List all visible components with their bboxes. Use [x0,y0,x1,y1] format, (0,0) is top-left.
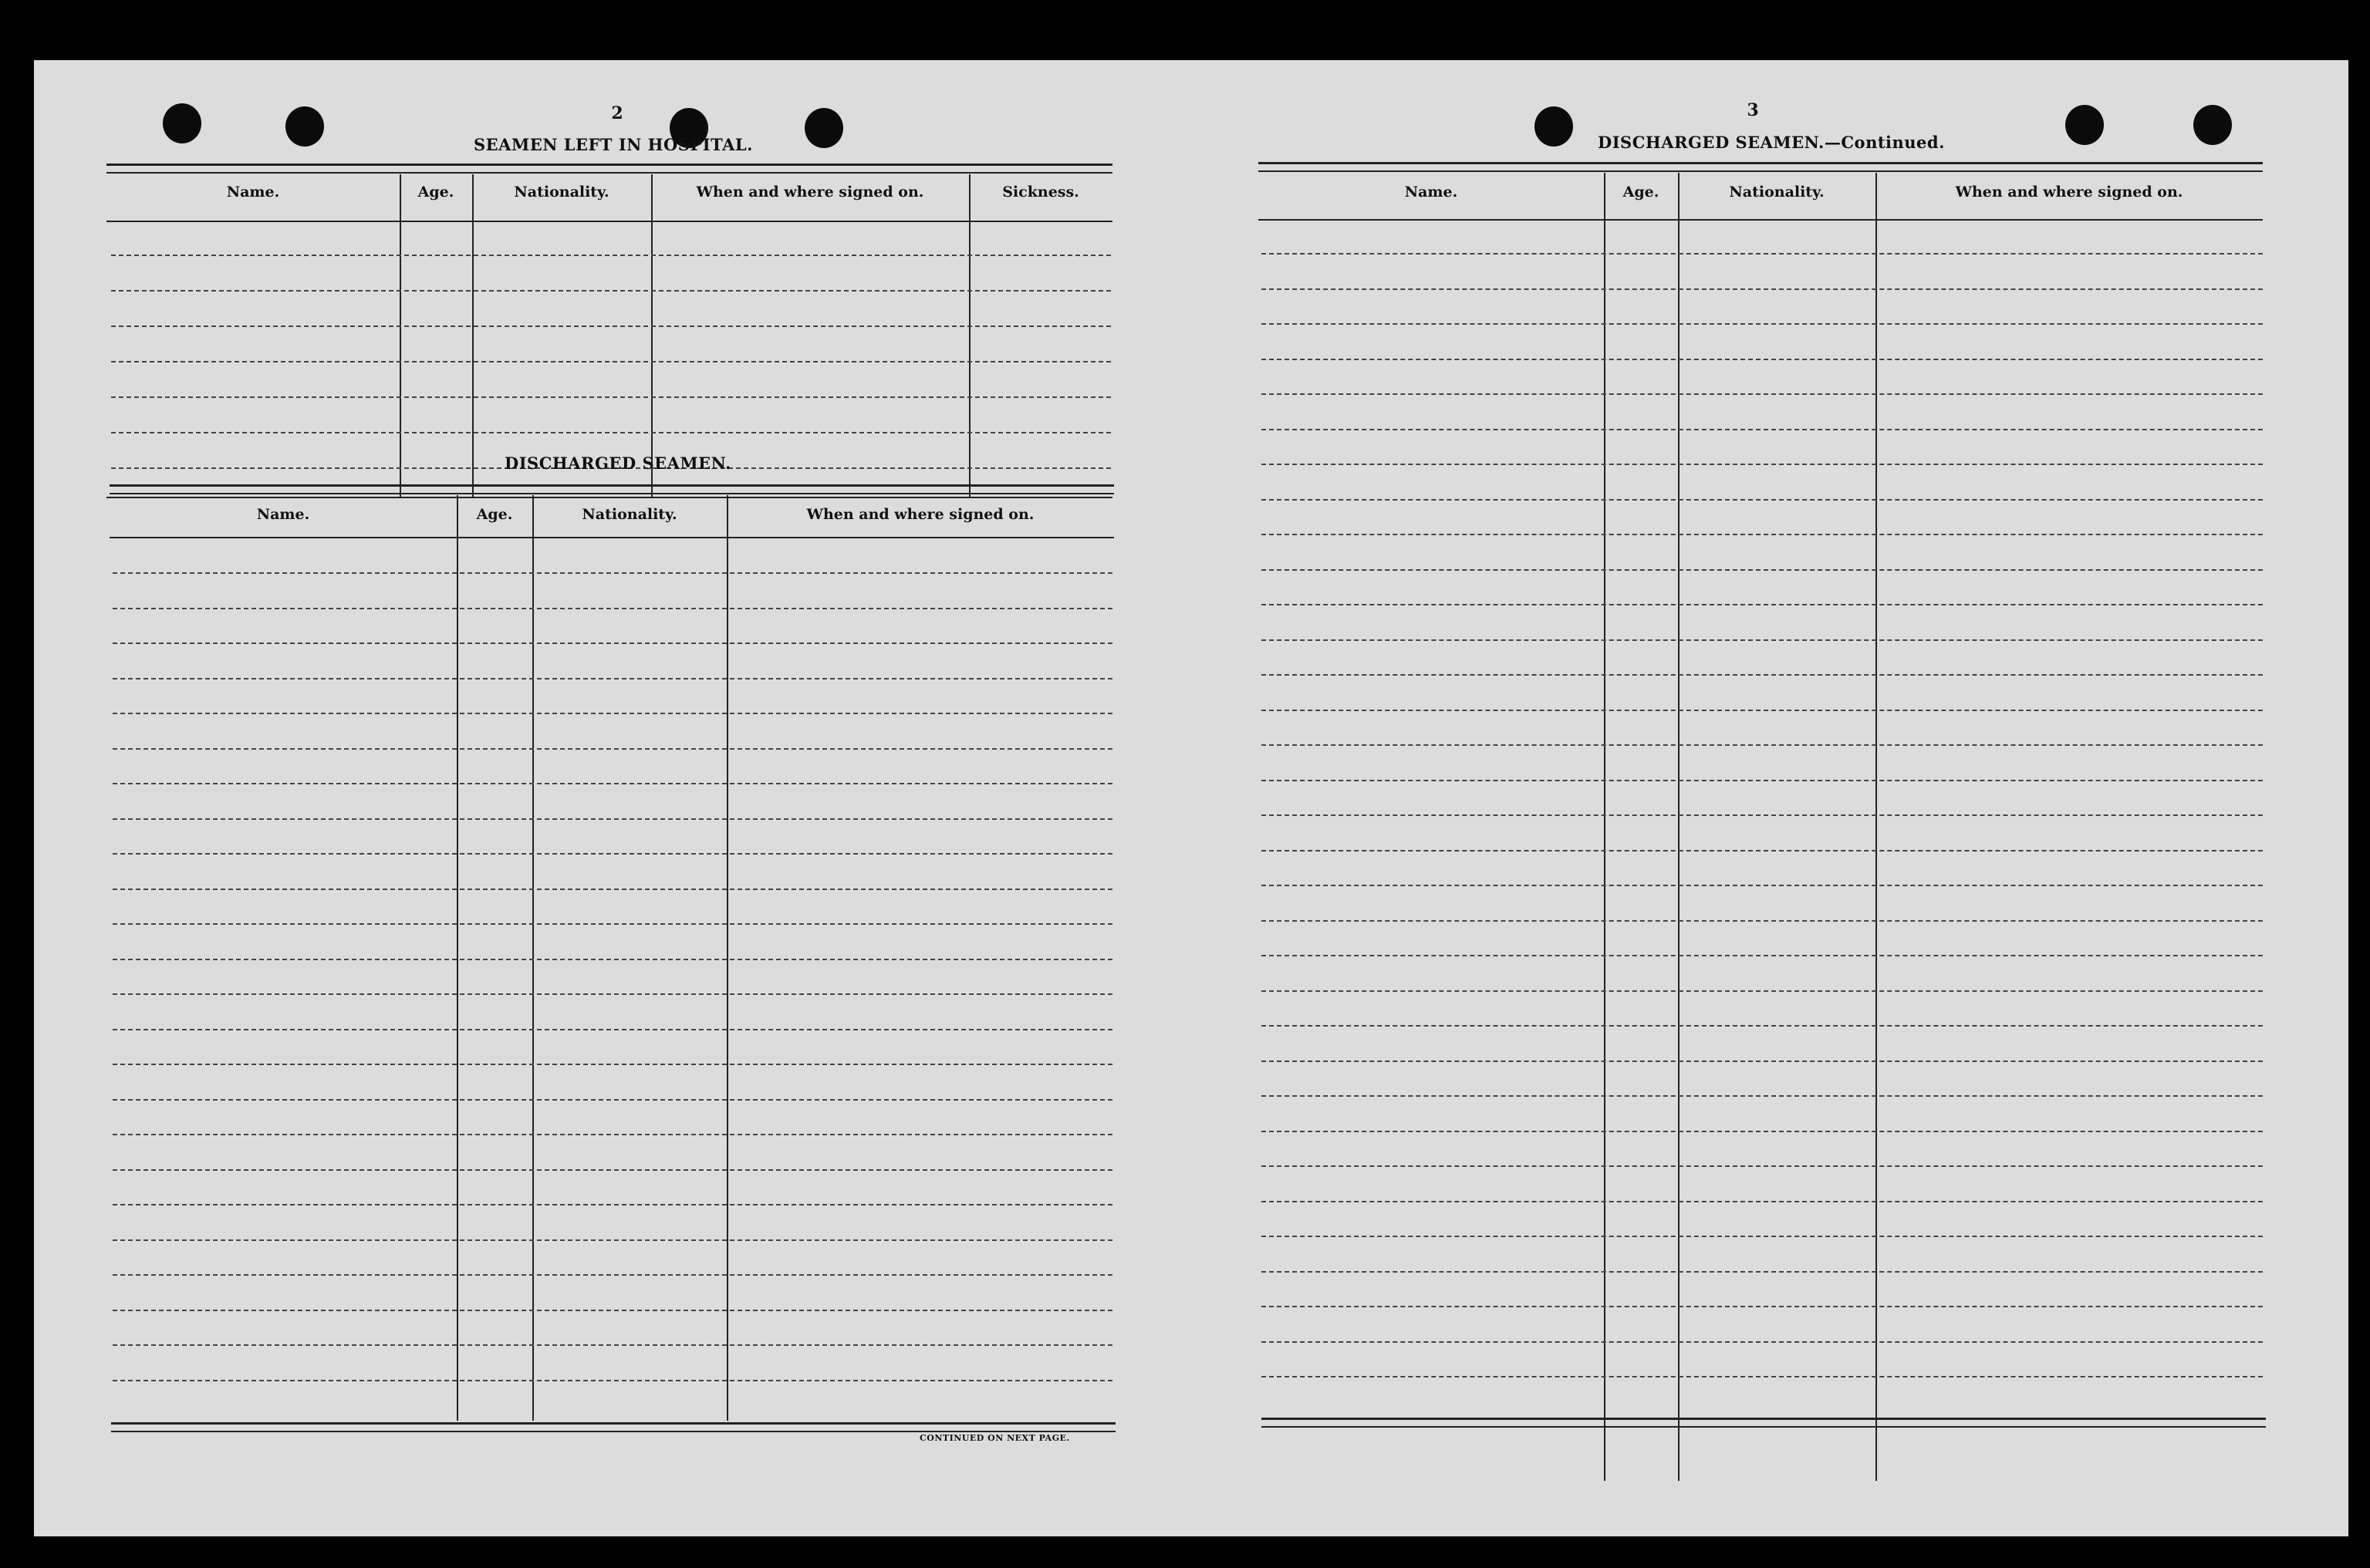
entry-line [113,1169,1112,1171]
entry-line [113,1134,1112,1135]
discharged-header-signed-on: When and where signed on. [806,506,1035,523]
entry-line [1261,1341,2263,1343]
hospital-entry-line [111,290,1111,292]
hospital-entry-line [111,396,1111,398]
entry-line [1261,780,2263,781]
discharged-header-age: Age. [476,506,513,523]
punch-hole [805,108,843,148]
entry-line [113,993,1112,995]
hospital-header-name: Name. [226,184,280,201]
page-number: 2 [611,103,623,123]
right-header-signed-on: When and where signed on. [1955,184,2183,201]
entry-line [1261,744,2263,746]
entry-line [1261,955,2263,956]
right-header-rule [1258,219,2263,221]
entry-line [1261,1025,2263,1027]
discharged-header-nationality: Nationality. [582,506,677,523]
entry-line [113,1029,1112,1030]
entry-line [113,1380,1112,1381]
hospital-header-sickness: Sickness. [1002,184,1079,201]
hospital-header-rule [106,221,1112,222]
entry-line [113,1239,1112,1241]
punch-hole [2065,105,2104,145]
entry-line [1261,920,2263,922]
hospital-header-age: Age. [417,184,454,201]
page-number: 3 [1747,100,1759,120]
right-header-age: Age. [1622,184,1659,201]
entry-line [113,818,1112,820]
hospital-col-divider [969,174,971,498]
right-col-divider [1604,173,1605,1481]
hospital-col-divider [472,174,474,498]
entry-line [1261,499,2263,501]
right-col-divider [1875,173,1877,1481]
right-col-divider [1678,173,1680,1481]
entry-line [1261,569,2263,571]
entry-line [1261,1236,2263,1237]
entry-line [1261,534,2263,535]
continued-footer: CONTINUED ON NEXT PAGE. [920,1433,1070,1443]
entry-line [1261,850,2263,851]
right-top-rule [1258,162,2263,172]
entry-line [113,1274,1112,1276]
entry-line [1261,464,2263,465]
entry-line [1261,1095,2263,1097]
entry-line [1261,885,2263,886]
entry-line [113,1204,1112,1206]
discharged-continued-title: DISCHARGED SEAMEN.—Continued. [1598,133,1945,152]
discharged-bottom-rule [111,1422,1116,1432]
punch-hole [163,103,201,143]
entry-line [113,853,1112,855]
discharged-header-name: Name. [256,506,310,523]
punch-hole [2193,105,2232,145]
entry-line [1261,1201,2263,1202]
entry-line [113,1099,1112,1101]
right-bottom-rule [1261,1418,2266,1428]
entry-line [1261,710,2263,711]
entry-line [113,959,1112,960]
entry-line [113,713,1112,714]
hospital-bottom-rule [106,497,1112,498]
punch-hole [1534,106,1573,147]
entry-line [1261,1306,2263,1307]
discharged-top-rule [110,484,1114,494]
hospital-col-divider [400,174,401,498]
entry-line [1261,674,2263,676]
entry-line [1261,990,2263,992]
left-page [34,60,1187,1536]
entry-line [1261,1376,2263,1377]
right-page [1195,60,2348,1536]
hospital-header-signed-on: When and where signed on. [696,184,924,201]
entry-line [113,642,1112,644]
entry-line [1261,1165,2263,1167]
entry-line [1261,253,2263,255]
entry-line [1261,393,2263,395]
hospital-entry-line [111,325,1111,327]
right-header-name: Name. [1404,184,1458,201]
hospital-section-title: SEAMEN LEFT IN HOSPITAL. [474,135,753,154]
hospital-entry-line [111,361,1111,362]
entry-line [113,678,1112,679]
hospital-header-nationality: Nationality. [514,184,609,201]
entry-line [1261,1061,2263,1062]
entry-line [1261,323,2263,325]
discharged-header-rule [110,537,1114,538]
entry-line [1261,429,2263,430]
entry-line [113,1344,1112,1346]
entry-line [1261,359,2263,360]
entry-line [113,748,1112,750]
entry-line [113,923,1112,925]
hospital-col-divider [651,174,653,498]
entry-line [113,608,1112,609]
discharged-section-title: DISCHARGED SEAMEN. [505,454,731,473]
entry-line [1261,604,2263,605]
entry-line [1261,288,2263,290]
entry-line [113,1064,1112,1065]
hospital-entry-line [111,432,1111,433]
punch-hole [285,106,324,147]
entry-line [113,783,1112,784]
entry-line [1261,639,2263,641]
entry-line [113,889,1112,890]
entry-line [113,1310,1112,1311]
entry-line [1261,1131,2263,1132]
hospital-top-rule [106,164,1112,174]
hospital-entry-line [111,255,1111,256]
entry-line [1261,1271,2263,1273]
right-header-nationality: Nationality. [1729,184,1825,201]
document-sheet [34,60,2348,1536]
entry-line [1261,814,2263,816]
entry-line [113,572,1112,574]
